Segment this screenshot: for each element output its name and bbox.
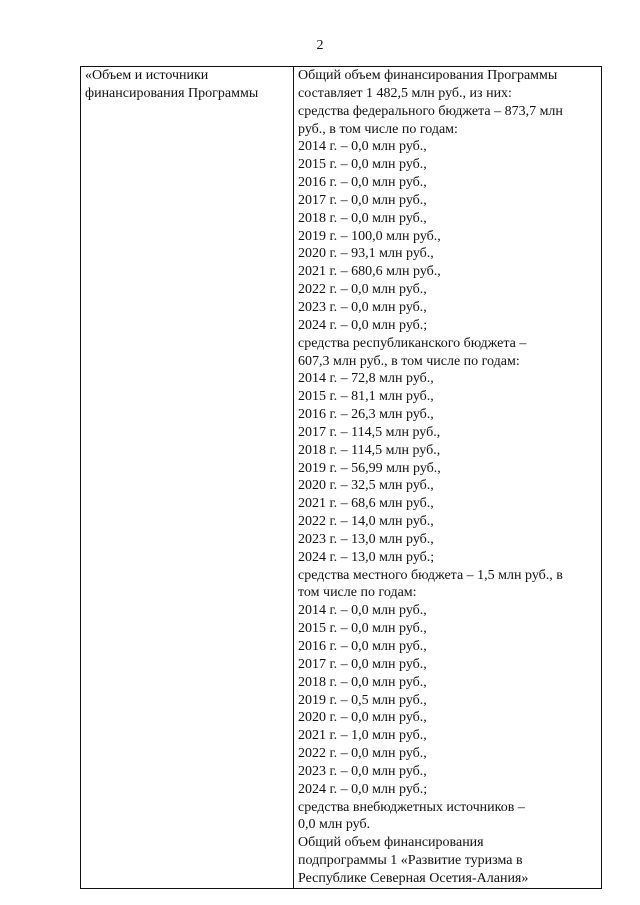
funding-line: 2021 г. – 68,6 млн руб.,	[298, 496, 434, 512]
funding-line: 2014 г. – 72,8 млн руб.,	[298, 371, 434, 387]
funding-line: 2018 г. – 0,0 млн руб.,	[298, 674, 427, 690]
funding-line: Общий объем финансирования	[298, 835, 484, 851]
funding-line: 2015 г. – 81,1 млн руб.,	[298, 389, 434, 405]
funding-line: средства республиканского бюджета –	[298, 335, 527, 351]
funding-line: 2022 г. – 0,0 млн руб.,	[298, 746, 427, 762]
funding-label-cell	[81, 67, 294, 889]
funding-line: 2015 г. – 0,0 млн руб.,	[298, 621, 427, 637]
funding-line: 2022 г. – 0,0 млн руб.,	[298, 282, 427, 298]
funding-line: 2018 г. – 114,5 млн руб.,	[298, 442, 441, 458]
funding-line: 2016 г. – 0,0 млн руб.,	[298, 639, 427, 654]
funding-line: Общий объем финансирования Программы	[298, 68, 558, 83]
funding-label-line: финансирования Программы	[85, 85, 259, 101]
funding-row	[81, 67, 602, 889]
funding-line: 2022 г. – 14,0 млн руб.,	[298, 514, 434, 530]
funding-line: руб., в том числе по годам:	[298, 121, 458, 137]
funding-line: 2021 г. – 1,0 млн руб.,	[298, 728, 427, 744]
funding-line: средства местного бюджета – 1,5 млн руб., в	[298, 567, 563, 583]
page-number: 2	[316, 38, 324, 53]
funding-line: 607,3 млн руб., в том числе по годам:	[298, 353, 520, 369]
funding-line: 2020 г. – 32,5 млн руб.,	[298, 478, 434, 494]
funding-table	[80, 66, 602, 889]
funding-line: 2020 г. – 93,1 млн руб.,	[298, 246, 434, 262]
funding-line: 2017 г. – 0,0 млн руб.,	[298, 656, 427, 672]
funding-line: 2015 г. – 0,0 млн руб.,	[298, 157, 427, 173]
funding-value-cell	[294, 67, 602, 889]
funding-line: Республике Северная Осетия-Алания»	[298, 870, 529, 886]
funding-line: 2019 г. – 56,99 млн руб.,	[298, 460, 441, 476]
funding-line: том числе по годам:	[298, 585, 417, 601]
funding-line: 2017 г. – 114,5 млн руб.,	[298, 424, 441, 440]
funding-line: 0,0 млн руб.	[298, 817, 371, 833]
funding-line: 2016 г. – 26,3 млн руб.,	[298, 407, 434, 423]
funding-line: 2024 г. – 0,0 млн руб.;	[298, 781, 428, 797]
funding-line: составляет 1 482,5 млн руб., из них:	[298, 85, 512, 101]
funding-line: подпрограммы 1 «Развитие туризма в	[298, 853, 523, 869]
funding-line: 2019 г. – 0,5 млн руб.,	[298, 692, 427, 708]
funding-line: 2014 г. – 0,0 млн руб.,	[298, 139, 427, 155]
funding-label-line: «Объем и источники	[85, 68, 209, 83]
funding-line: 2018 г. – 0,0 млн руб.,	[298, 210, 427, 226]
funding-line: средства внебюджетных источников –	[298, 799, 525, 815]
funding-line: 2014 г. – 0,0 млн руб.,	[298, 603, 427, 619]
funding-line: 2024 г. – 0,0 млн руб.;	[298, 317, 428, 333]
funding-line: 2023 г. – 0,0 млн руб.,	[298, 763, 427, 779]
funding-line: 2021 г. – 680,6 млн руб.,	[298, 264, 441, 280]
funding-line: 2020 г. – 0,0 млн руб.,	[298, 710, 427, 726]
funding-line: 2024 г. – 13,0 млн руб.;	[298, 549, 435, 565]
funding-line: 2017 г. – 0,0 млн руб.,	[298, 192, 427, 208]
funding-line: 2016 г. – 0,0 млн руб.,	[298, 175, 427, 191]
funding-line: 2023 г. – 0,0 млн руб.,	[298, 299, 427, 315]
funding-line: 2019 г. – 100,0 млн руб.,	[298, 228, 441, 244]
funding-line: средства федерального бюджета – 873,7 млн	[298, 103, 563, 119]
funding-line: 2023 г. – 13,0 млн руб.,	[298, 531, 434, 547]
